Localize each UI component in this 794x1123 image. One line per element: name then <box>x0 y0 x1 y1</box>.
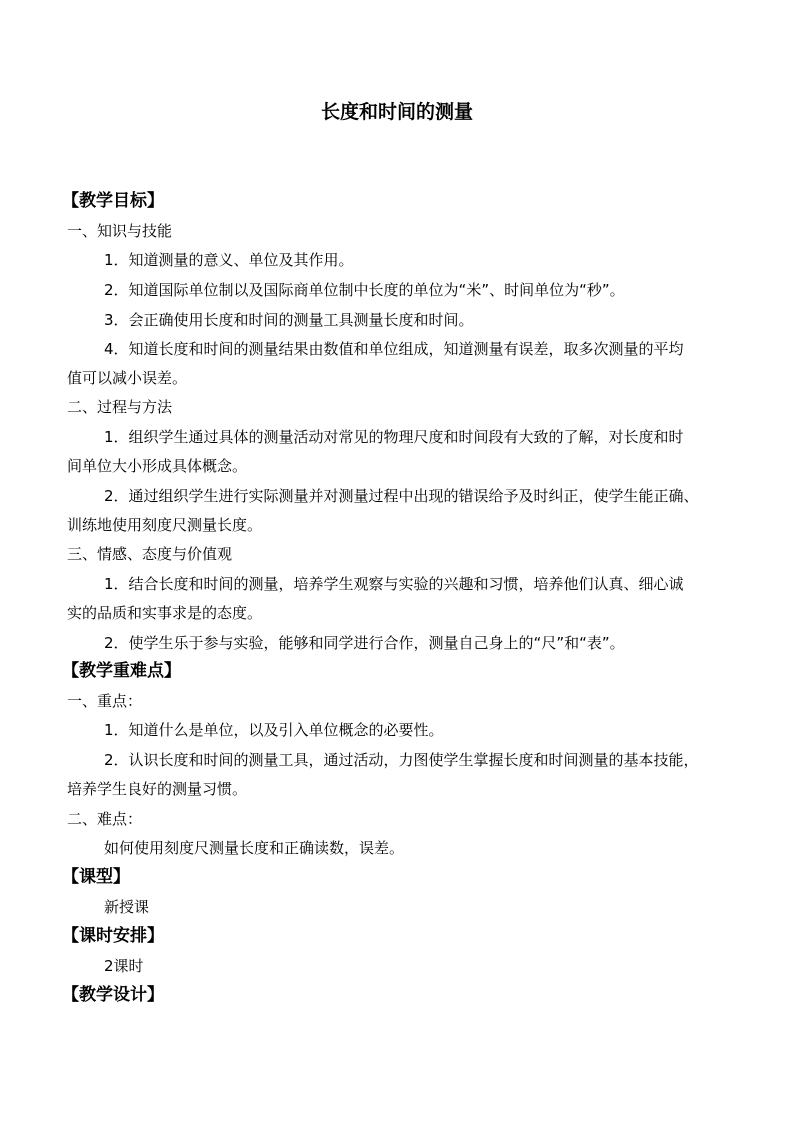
difficulty-text: 如何使用刻度尺测量长度和正确读数，误差。 <box>104 839 405 857</box>
subsection-heading-knowledge-skills: 一、知识与技能 <box>67 222 173 240</box>
objective-knowledge-item-3: 3．会正确使用长度和时间的测量工具测量长度和时间。 <box>104 311 474 329</box>
lesson-type-text: 新授课 <box>104 898 150 916</box>
objective-process-item-1-line-2: 间单位大小形成具体概念。 <box>67 457 248 475</box>
subsection-heading-attitudes-values: 三、情感、态度与价值观 <box>67 545 233 563</box>
objective-knowledge-item-1: 1．知道测量的意义、单位及其作用。 <box>104 251 354 269</box>
section-heading-design: 【教学设计】 <box>62 985 164 1005</box>
section-heading-objectives: 【教学目标】 <box>62 191 164 211</box>
subsection-heading-difficulty: 二、难点： <box>67 810 143 828</box>
objective-knowledge-item-2: 2．知道国际单位制以及国际商单位制中长度的单位为“米”、时间单位为“秒”。 <box>104 281 625 299</box>
schedule-text: 2课时 <box>104 957 144 975</box>
objective-knowledge-item-4-line-2: 值可以减小误差。 <box>67 369 188 387</box>
focus-item-2-line-1: 2．认识长度和时间的测量工具，通过活动，力图使学生掌握长度和时间测量的基本技能， <box>104 751 699 769</box>
focus-item-2-line-2: 培养学生良好的测量习惯。 <box>67 780 248 798</box>
section-heading-key-points: 【教学重难点】 <box>62 661 181 681</box>
objective-process-item-1-line-1: 1．组织学生通过具体的测量活动对常见的物理尺度和时间段有大致的了解，对长度和时 <box>104 428 684 446</box>
section-heading-schedule: 【课时安排】 <box>62 926 164 946</box>
objective-process-item-2-line-2: 训练地使用刻度尺测量长度。 <box>67 516 263 534</box>
section-heading-lesson-type: 【课型】 <box>62 867 130 887</box>
focus-item-1: 1．知道什么是单位，以及引入单位概念的必要性。 <box>104 721 444 739</box>
document-title: 长度和时间的测量 <box>320 101 473 123</box>
objective-attitude-item-1-line-1: 1．结合长度和时间的测量，培养学生观察与实验的兴趣和习惯，培养他们认真、细心诚 <box>104 575 684 593</box>
objective-process-item-2-line-1: 2．通过组织学生进行实际测量并对测量过程中出现的错误给予及时纠正，使学生能正确、 <box>104 487 699 505</box>
objective-attitude-item-2: 2．使学生乐于参与实验，能够和同学进行合作，测量自己身上的“尺”和“表”。 <box>104 634 625 652</box>
subsection-heading-process-methods: 二、过程与方法 <box>67 398 173 416</box>
objective-knowledge-item-4-line-1: 4．知道长度和时间的测量结果由数值和单位组成，知道测量有误差，取多次测量的平均 <box>104 340 684 358</box>
objective-attitude-item-1-line-2: 实的品质和实事求是的态度。 <box>67 604 263 622</box>
subsection-heading-focus: 一、重点： <box>67 692 143 710</box>
